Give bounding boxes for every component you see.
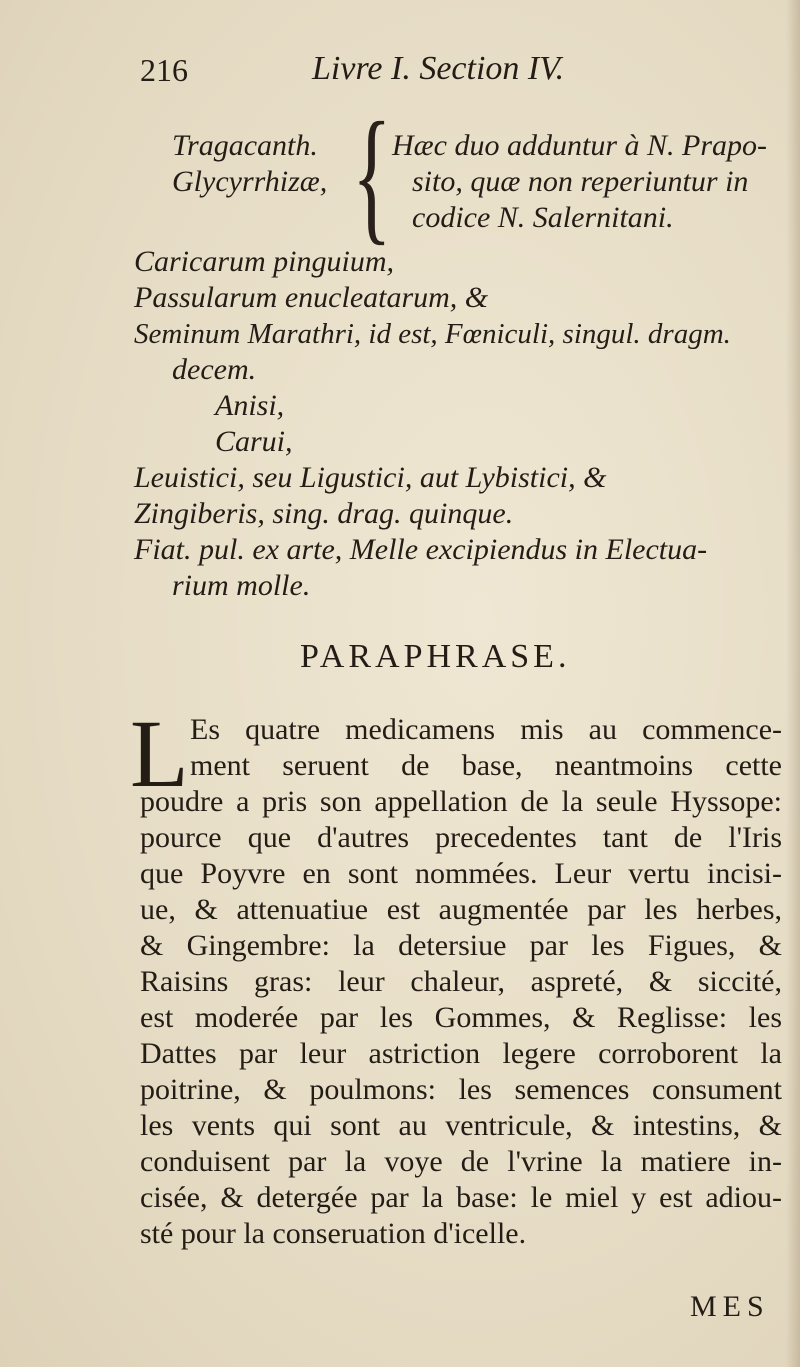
catchword: MES <box>690 1290 770 1323</box>
paragraph-line: cisée, & detergée par la base: le miel y est adiou- <box>140 1181 782 1214</box>
formula-line: Anisi, <box>215 389 285 422</box>
paragraph-line: & Gingembre: la detersiue par les Figues, & <box>140 929 782 962</box>
running-head: Livre I. Section IV. <box>312 50 565 87</box>
paragraph-line: ue, & attenuatiue est augmentée par les herbes, <box>140 893 782 926</box>
paragraph-line: est moderée par les Gommes, & Reglisse: les <box>140 1001 782 1034</box>
formula-line: Fiat. pul. ex arte, Melle excipiendus in Electua- <box>134 533 708 566</box>
paragraph-line: Raisins gras: leur chaleur, aspreté, & siccité, <box>140 965 782 998</box>
curly-brace: { <box>352 92 392 258</box>
formula-line: Leuistici, seu Ligustici, aut Lybistici, & <box>134 461 607 494</box>
formula-line: Passularum enucleatarum, & <box>134 281 489 314</box>
section-title: PARAPHRASE. <box>300 638 571 675</box>
paragraph-line: conduisent par la voye de l'vrine la matiere in- <box>140 1145 782 1178</box>
drop-cap: L <box>130 700 189 807</box>
brace-note-line: sito, quæ non reperiuntur in <box>412 165 749 198</box>
formula-line: Tragacanth. <box>172 129 318 162</box>
paragraph-line: poudre a pris son appellation de la seule Hyssope: <box>140 785 782 818</box>
paragraph-line: pource que d'autres precedentes tant de l'Iris <box>140 821 782 854</box>
paragraph-line: Es quatre medicamens mis au commence- <box>190 713 782 746</box>
paragraph-line: Dattes par leur astriction legere corroborent la <box>140 1037 782 1070</box>
page-edge-shadow <box>786 0 800 1367</box>
formula-line: Glycyrrhizæ, <box>172 165 328 198</box>
brace-note-line: Hæc duo adduntur à N. Prapo- <box>392 129 767 162</box>
paragraph-line: que Poyvre en sont nommées. Leur vertu incisi- <box>140 857 782 890</box>
formula-line: Seminum Marathri, id est, Fœniculi, singul. dragm. <box>134 318 731 350</box>
paragraph-line: poitrine, & poulmons: les semences consument <box>140 1073 782 1106</box>
brace-note-line: codice N. Salernitani. <box>412 201 674 234</box>
formula-line: decem. <box>172 353 257 386</box>
paragraph-line: les vents qui sont au ventricule, & intestins, & <box>140 1109 782 1142</box>
formula-line: Zingiberis, sing. drag. quinque. <box>134 497 514 530</box>
page-number: 216 <box>140 52 188 88</box>
paragraph-line: ment seruent de base, neantmoins cette <box>190 749 782 782</box>
paragraph-line: sté pour la conseruation d'icelle. <box>140 1217 527 1250</box>
formula-line: Caricarum pinguium, <box>134 245 395 278</box>
formula-line: Carui, <box>215 425 293 458</box>
formula-line: rium molle. <box>172 569 311 602</box>
